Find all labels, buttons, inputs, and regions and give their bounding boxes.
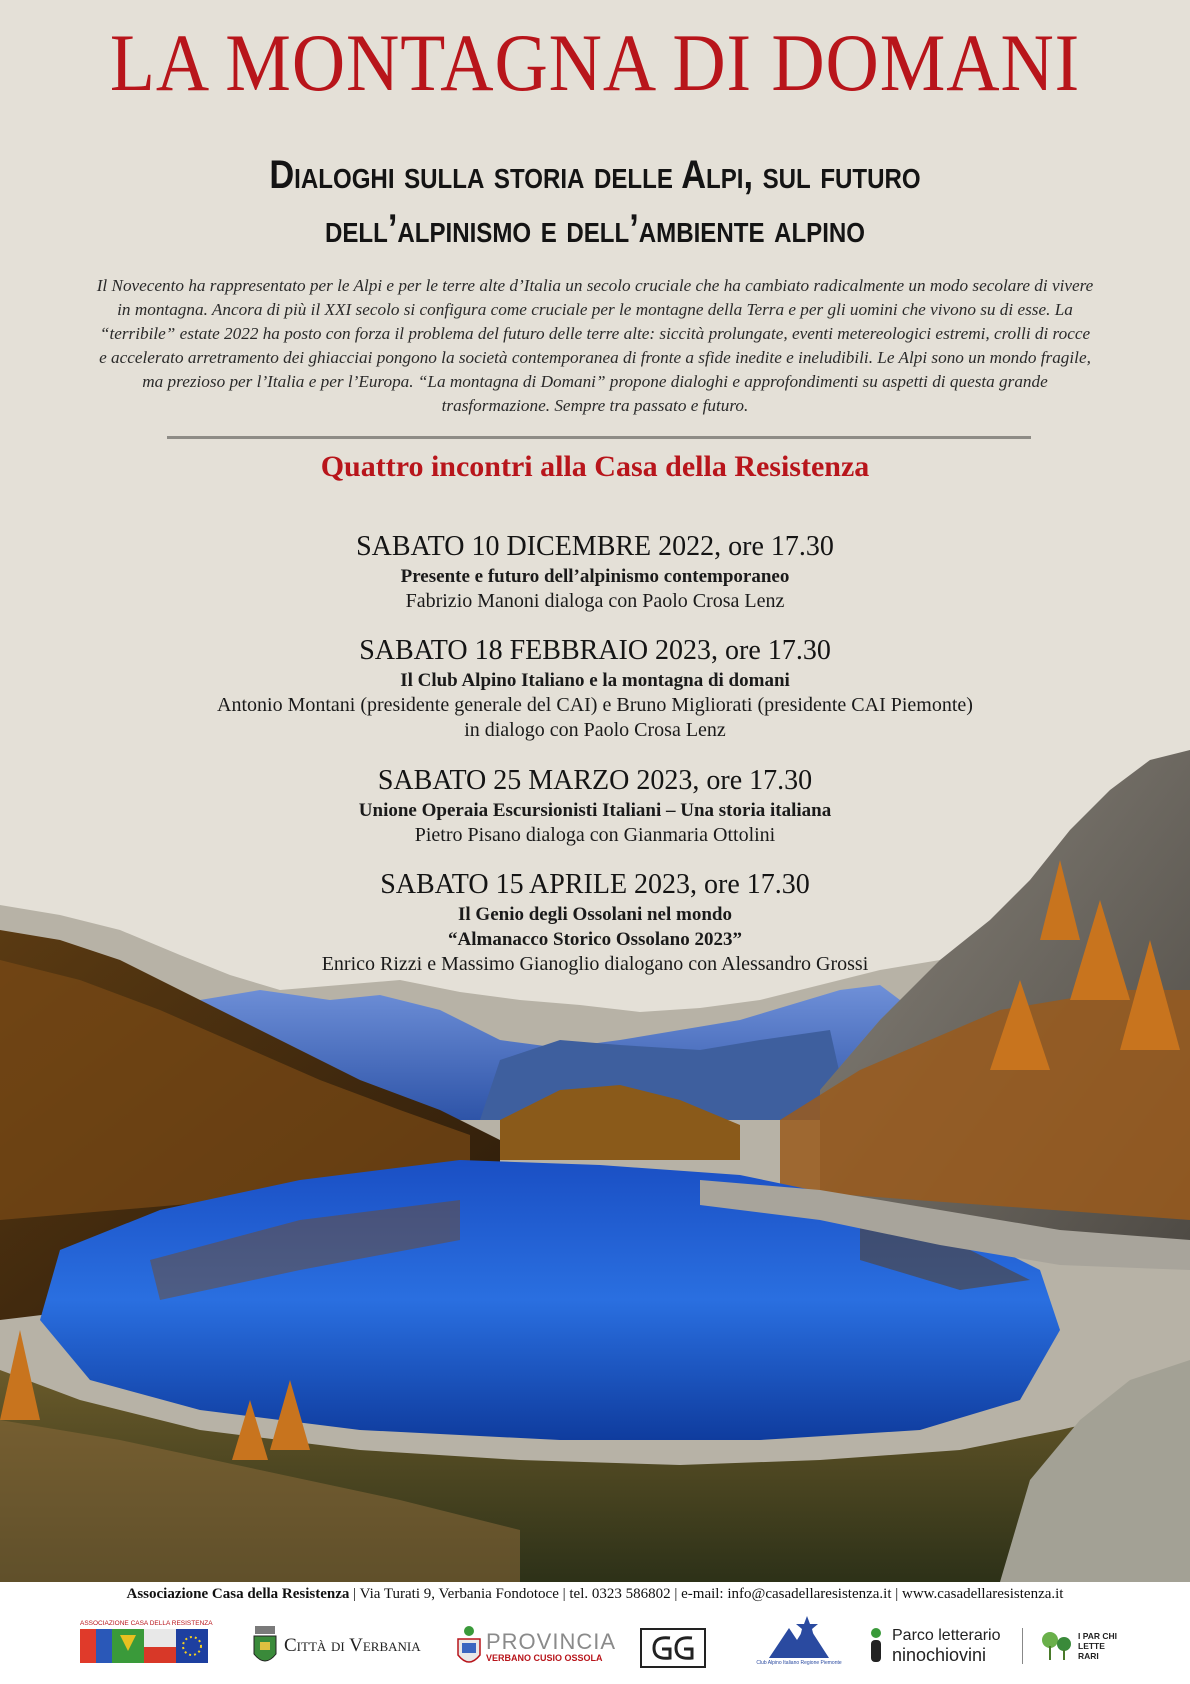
event-speakers-line-2: in dialogo con Paolo Crosa Lenz [464, 719, 726, 741]
parco-figure-icon [866, 1627, 886, 1665]
parco-text-block [892, 1627, 1001, 1665]
gg-monogram-icon [640, 1628, 706, 1668]
verbania-text: Città di Verbania [284, 1635, 421, 1656]
parco-line-1: Parco letterario [892, 1627, 1001, 1644]
verbania-coat-of-arms-icon [252, 1624, 278, 1668]
subtitle-line-2: dell’alpinismo e dell’ambiente alpino [324, 207, 866, 251]
provincia-shield-icon [456, 1625, 482, 1669]
logo-cai [744, 1614, 854, 1666]
poster-subtitle [83, 148, 1106, 256]
casa-resistenza-flags-icon [80, 1627, 208, 1665]
logo-divider [1022, 1628, 1023, 1664]
logo-casa-resistenza [80, 1620, 213, 1670]
cai-text: Club Alpino Italiano Regione Piemonte [756, 1660, 842, 1666]
logo-provincia [456, 1622, 616, 1672]
event-4 [0, 868, 1190, 977]
provincia-text-block [486, 1631, 616, 1663]
logo-parchi-letterari [1040, 1626, 1122, 1666]
poster-title: LA MONTAGNA DI DOMANI [109, 17, 1081, 108]
event-date: SABATO 25 MARZO 2023, ore 17.30 [377, 765, 813, 796]
event-speakers: Fabrizio Manoni dialoga con Paolo Crosa Lenz [405, 590, 785, 612]
event-title: Il Club Alpino Italiano e la montagna di domani [400, 670, 790, 691]
provincia-subtext: VERBANO CUSIO OSSOLA [486, 1653, 603, 1663]
footer-contact [0, 1586, 1190, 1603]
event-date: SABATO 18 FEBBRAIO 2023, ore 17.30 [359, 635, 831, 666]
event-speakers: Pietro Pisano dialoga con Gianmaria Ottolini [414, 824, 776, 846]
event-1 [0, 530, 1190, 614]
logo-parco-letterario [866, 1626, 1001, 1666]
cai-mountain-star-icon [767, 1614, 831, 1660]
event-title: Il Genio degli Ossolani nel mondo [458, 904, 732, 925]
event-date: SABATO 10 DICEMBRE 2022, ore 17.30 [356, 531, 834, 562]
logo-casa-resistenza-text: ASSOCIAZIONE CASA DELLA RESISTENZA [80, 1620, 213, 1627]
section-heading: Quattro incontri alla Casa della Resistenza [320, 450, 870, 483]
event-title-line-2: “Almanacco Storico Ossolano 2023” [448, 929, 742, 950]
parchi-trees-icon [1040, 1628, 1074, 1664]
provincia-text: PROVINCIA [486, 1629, 617, 1654]
event-date: SABATO 15 APRILE 2023, ore 17.30 [380, 869, 810, 900]
logo-gg [640, 1628, 706, 1668]
intro-paragraph: Il Novecento ha rappresentato per le Alpi e per le terre alte d’Italia un secolo cruciale che ha cambiato radicalmente un modo secolare di vivere in montagna. Ancora di più il XXI secolo si configura come cruciale per le montagne della Terra e per gli uomini che vivono su di esse. La “terribile” estate 2022 ha posto con forza il problema del futuro delle terre alte: siccità prolungate, eventi metereologici estremi, crolli di rocce e accelerato arretramento dei ghiacciai pongono la società contemporanea di fronte a sfide inedite e ineludibili. Le Alpi sono un mondo fragile, ma prezioso per l’Italia e per l’Europa. “La montagna di Domani” propone dialoghi e approfondimenti su aspetti di questa grande trasformazione. Sempre tra passato e futuro. [96, 276, 1094, 415]
event-speakers: Antonio Montani (presidente generale del CAI) e Bruno Migliorati (presidente CAI Piemonte) [217, 694, 973, 716]
event-title: Presente e futuro dell’alpinismo contemporaneo [400, 566, 790, 587]
parchi-text: I PAR CHI LETTE RARI [1078, 1631, 1118, 1661]
logo-citta-verbania [252, 1622, 421, 1670]
event-speakers: Enrico Rizzi e Massimo Gianoglio dialogano con Alessandro Grossi [321, 953, 869, 975]
subtitle-line-1: Dialoghi sulla storia delle Alpi, sul futuro [269, 153, 921, 197]
event-2 [0, 634, 1190, 743]
event-title: Unione Operaia Escursionisti Italiani – Una storia italiana [358, 800, 832, 821]
footer-details: | Via Turati 9, Verbania Fondotoce | tel. 0323 586802 | e-mail: info@casadellaresistenza.it | www.casadellaresistenza.it [349, 1586, 1064, 1602]
divider-rule [167, 436, 1031, 439]
parco-line-2: ninochiovini [892, 1645, 987, 1665]
footer-org: Associazione Casa della Resistenza [126, 1586, 350, 1602]
event-3 [0, 764, 1190, 848]
